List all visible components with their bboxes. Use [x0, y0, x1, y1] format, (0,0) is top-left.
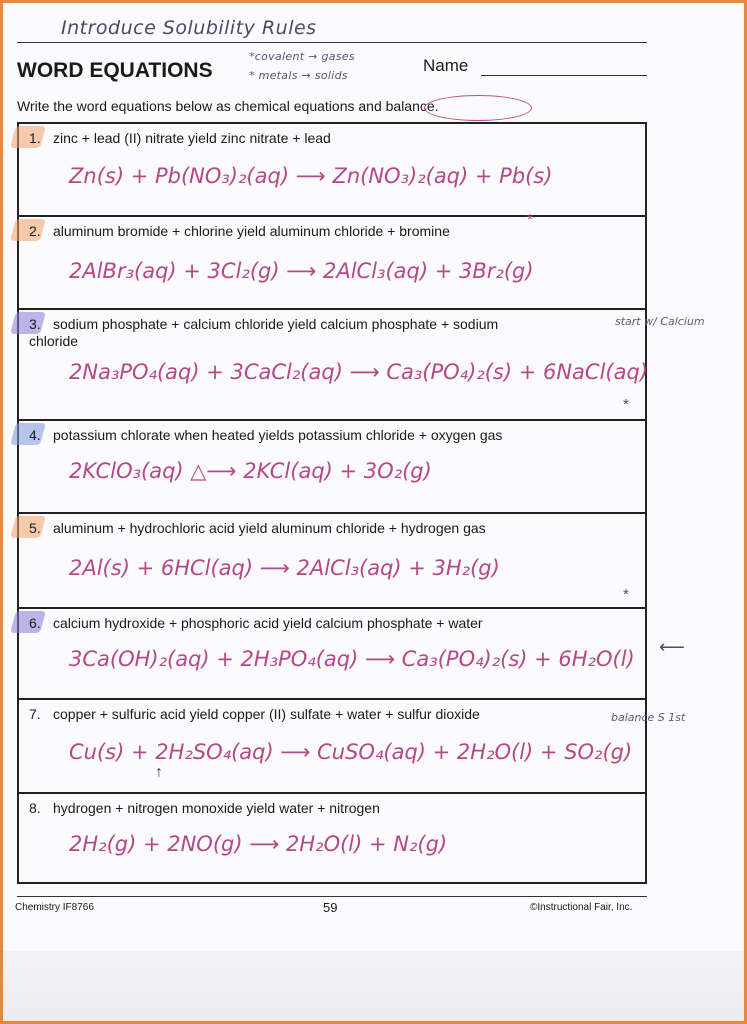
instructions: Write the word equations below as chemical equations and balance.: [17, 98, 439, 114]
note-metals: * metals → solids: [249, 69, 348, 82]
handwritten-answer: 2Al(s) + 6HCl(aq) ⟶ 2AlCl₃(aq) + 3H₂(g): [69, 556, 500, 580]
handwritten-answer: 2Na₃PO₄(aq) + 3CaCl₂(aq) ⟶ Ca₃(PO₄)₂(s) + 6NaCl(aq): [69, 360, 649, 384]
problem-row: [19, 310, 649, 421]
left-arrow-icon: ⟵: [659, 637, 685, 657]
handwritten-answer: 2AlBr₃(aq) + 3Cl₂(g) ⟶ 2AlCl₃(aq) + 3Br₂(g): [69, 259, 534, 283]
scan-shadow: [3, 951, 744, 1021]
handwritten-answer: 3Ca(OH)₂(aq) + 2H₃PO₄(aq) ⟶ Ca₃(PO₄)₂(s) + 6H₂O(l): [69, 647, 635, 671]
star-mark: *: [623, 396, 629, 413]
problem-row: [19, 609, 645, 700]
name-label: Name: [423, 56, 469, 75]
problem-text: sodium phosphate + calcium chloride yield calcium phosphate + sodium chloride: [29, 316, 499, 349]
star-mark: *: [527, 211, 533, 228]
problem-row: [19, 421, 645, 514]
problem-row: [19, 211, 645, 310]
equations-table: [17, 122, 647, 884]
footer-rule: [17, 896, 647, 897]
problem-text: aluminum + hydrochloric acid yield aluminum chloride + hydrogen gas: [53, 520, 486, 536]
problem-text: zinc + lead (II) nitrate yield zinc nitrate + lead: [53, 130, 331, 146]
problem-row: [19, 514, 645, 609]
problem-text: aluminum bromide + chlorine yield aluminum chloride + bromine: [53, 223, 450, 239]
handwritten-answer: Cu(s) + 2H₂SO₄(aq) ⟶ CuSO₄(aq) + 2H₂O(l) + SO₂(g): [69, 740, 633, 764]
problem-text: calcium hydroxide + phosphoric acid yield calcium phosphate + water: [53, 615, 483, 631]
handwritten-answer: 2KClO₃(aq) △⟶ 2KCl(aq) + 3O₂(g): [69, 459, 432, 483]
top-rule: [17, 42, 647, 43]
handwritten-answer: Zn(s) + Pb(NO₃)₂(aq) ⟶ Zn(NO₃)₂(aq) + Pb(s): [69, 164, 553, 188]
note-covalent: *covalent → gases: [249, 50, 355, 63]
worksheet-page: [3, 3, 744, 1021]
footer-book-code: Chemistry IF8766: [15, 902, 94, 913]
problem-text: potassium chlorate when heated yields potassium chloride + oxygen gas: [53, 427, 503, 443]
footer-publisher: ©Instructional Fair, Inc.: [530, 902, 633, 913]
margin-note-start-calcium: start w/ Calcium: [615, 315, 705, 328]
problem-number: 7.: [29, 706, 41, 722]
handwritten-topic: Introduce Solubility Rules: [61, 17, 317, 39]
problem-number: 5.: [29, 520, 41, 536]
name-field-line: [481, 75, 647, 76]
page-title: WORD EQUATIONS: [17, 59, 213, 82]
margin-note-balance-sulfur: balance S 1st: [611, 711, 686, 724]
problem-number: 8.: [29, 800, 41, 816]
balance-circle-mark: [424, 95, 532, 121]
handwritten-answer: 2H₂(g) + 2NO(g) ⟶ 2H₂O(l) + N₂(g): [69, 832, 448, 856]
problem-number: 3.: [29, 316, 41, 332]
problem-text: copper + sulfuric acid yield copper (II) sulfate + water + sulfur dioxide: [53, 706, 480, 722]
problem-number: 1.: [29, 130, 41, 146]
star-mark: *: [623, 586, 629, 603]
page-number: 59: [323, 900, 338, 915]
problem-row: [19, 794, 645, 882]
problem-number: 6.: [29, 615, 41, 631]
problem-text: hydrogen + nitrogen monoxide yield water + nitrogen: [53, 800, 380, 816]
problem-number: 2.: [29, 223, 41, 239]
problem-number: 4.: [29, 427, 41, 443]
problem-row: [19, 124, 645, 217]
up-arrow-icon: ↑: [155, 764, 163, 781]
problem-row: [19, 700, 645, 794]
